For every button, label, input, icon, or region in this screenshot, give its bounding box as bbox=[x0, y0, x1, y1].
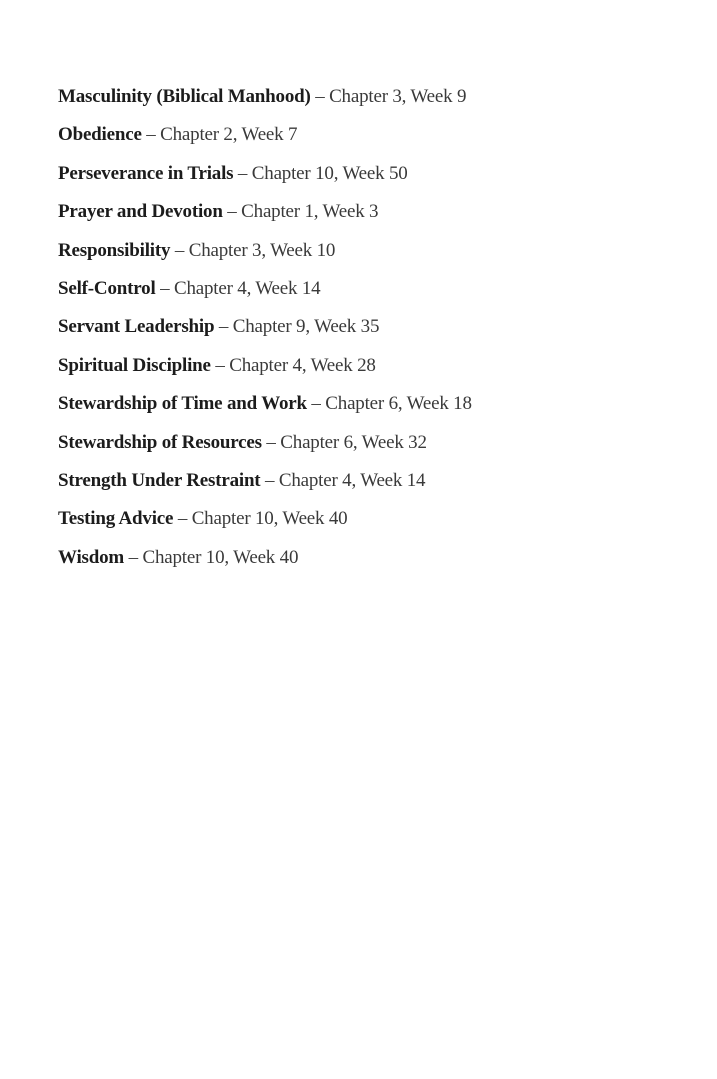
index-topic: Prayer and Devotion bbox=[58, 201, 223, 223]
index-reference: Chapter 6, Week 18 bbox=[325, 393, 472, 415]
index-reference: Chapter 4, Week 28 bbox=[229, 354, 376, 376]
index-separator: – bbox=[215, 354, 225, 376]
index-topic: Responsibility bbox=[58, 239, 171, 261]
index-separator: – bbox=[218, 316, 229, 338]
index-entry bbox=[58, 122, 472, 160]
index-separator: – bbox=[315, 86, 325, 107]
index-entry bbox=[58, 430, 472, 468]
index-reference: Chapter 10, Week 50 bbox=[251, 162, 408, 184]
index-reference: Chapter 9, Week 35 bbox=[232, 316, 380, 338]
index-separator: – bbox=[227, 201, 237, 223]
index-separator: – bbox=[128, 546, 138, 568]
index-reference: Chapter 10, Week 40 bbox=[191, 508, 348, 530]
index-entry bbox=[58, 84, 472, 122]
index-separator: – bbox=[265, 469, 275, 491]
index-reference: Chapter 3, Week 9 bbox=[329, 86, 467, 107]
index-entry bbox=[58, 391, 472, 429]
index-entry bbox=[58, 238, 472, 276]
topic-index-list bbox=[58, 84, 472, 583]
index-entry bbox=[58, 545, 472, 583]
index-topic: Testing Advice bbox=[58, 508, 174, 530]
index-topic: Perseverance in Trials bbox=[58, 162, 234, 184]
index-topic: Stewardship of Time and Work bbox=[58, 393, 307, 415]
index-separator: – bbox=[174, 239, 185, 261]
index-topic: Servant Leadership bbox=[58, 316, 215, 338]
index-reference: Chapter 4, Week 14 bbox=[173, 277, 321, 299]
index-separator: – bbox=[160, 277, 170, 299]
index-entry bbox=[58, 506, 472, 544]
index-entry bbox=[58, 353, 472, 391]
index-entry bbox=[58, 276, 472, 314]
index-topic: Masculinity (Biblical Manhood) bbox=[58, 86, 311, 107]
index-entry bbox=[58, 161, 472, 199]
index-reference: Chapter 10, Week 40 bbox=[142, 546, 299, 568]
index-reference: Chapter 6, Week 32 bbox=[280, 431, 427, 453]
index-reference: Chapter 1, Week 3 bbox=[241, 201, 379, 223]
index-reference: Chapter 3, Week 10 bbox=[188, 239, 336, 261]
index-separator: – bbox=[146, 124, 156, 146]
index-entry bbox=[58, 314, 472, 352]
index-topic: Self-Control bbox=[58, 277, 156, 299]
index-topic: Wisdom bbox=[58, 546, 125, 568]
index-topic: Spiritual Discipline bbox=[58, 354, 211, 376]
index-topic: Strength Under Restraint bbox=[58, 469, 261, 491]
index-separator: – bbox=[237, 162, 248, 184]
index-entry bbox=[58, 468, 472, 506]
index-separator: – bbox=[266, 431, 276, 453]
index-separator: – bbox=[177, 508, 188, 530]
index-separator: – bbox=[311, 393, 321, 415]
index-topic: Obedience bbox=[58, 124, 142, 146]
index-topic: Stewardship of Resources bbox=[58, 431, 262, 453]
index-entry bbox=[58, 199, 472, 237]
index-reference: Chapter 2, Week 7 bbox=[160, 124, 298, 146]
index-reference: Chapter 4, Week 14 bbox=[278, 469, 426, 491]
